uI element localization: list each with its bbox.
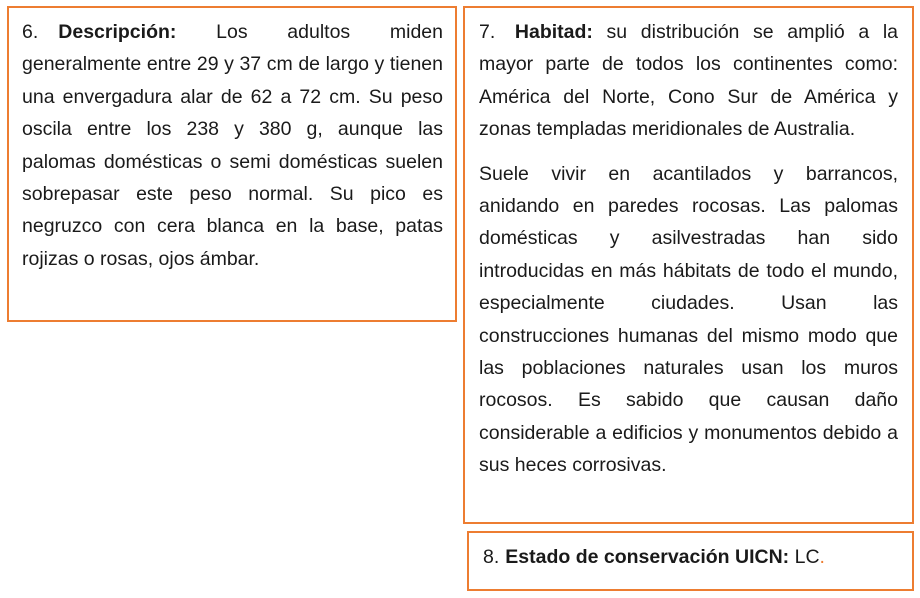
section-label: Habitad: <box>514 21 593 43</box>
conservation-paragraph <box>483 541 898 573</box>
section-number: 8. <box>483 546 500 568</box>
description-text: Los adultos miden generalmente entre 29 y 37 cm de largo y tienen una envergadura alar de 62 a 72 cm. Su peso oscila entre los 238 y 380 g, aunque las palomas domésticas o semi domésticas suelen sobrepasar este peso normal. Su pico es negruzco con cera blanca en la base, patas rojizas o rosas, ojos ámbar. <box>22 21 443 270</box>
description-paragraph <box>22 16 443 275</box>
habitat-text: su distribución se amplió a la mayor parte de todos los continentes como: América del Norte, Cono Sur de América y zonas templadas meridionales de Australia. <box>479 21 898 141</box>
section-label: Descripción: <box>58 21 177 43</box>
habitat-paragraph-2: Suele vivir en acantilados y barrancos, anidando en paredes rocosas. Las palomas domésticas y asilvestradas han sido introducidas en más hábitats de todo el mundo, especialmente ciudades. Usan las construcciones humanas del mismo modo que las poblaciones naturales usan los muros rocosos. Es sabido que causan daño considerable a edificios y monumentos debido a sus heces corrosivas. <box>479 162 898 477</box>
trailing-dot: . <box>819 546 825 568</box>
conservation-status-value: LC <box>794 546 820 568</box>
section-number: 7. <box>479 21 496 43</box>
section-number: 6. <box>22 21 39 43</box>
conservation-box <box>467 531 914 591</box>
habitat-box <box>463 6 914 524</box>
description-box <box>7 6 457 322</box>
section-label: Estado de conservación UICN: <box>505 546 790 568</box>
habitat-paragraph <box>479 16 898 146</box>
